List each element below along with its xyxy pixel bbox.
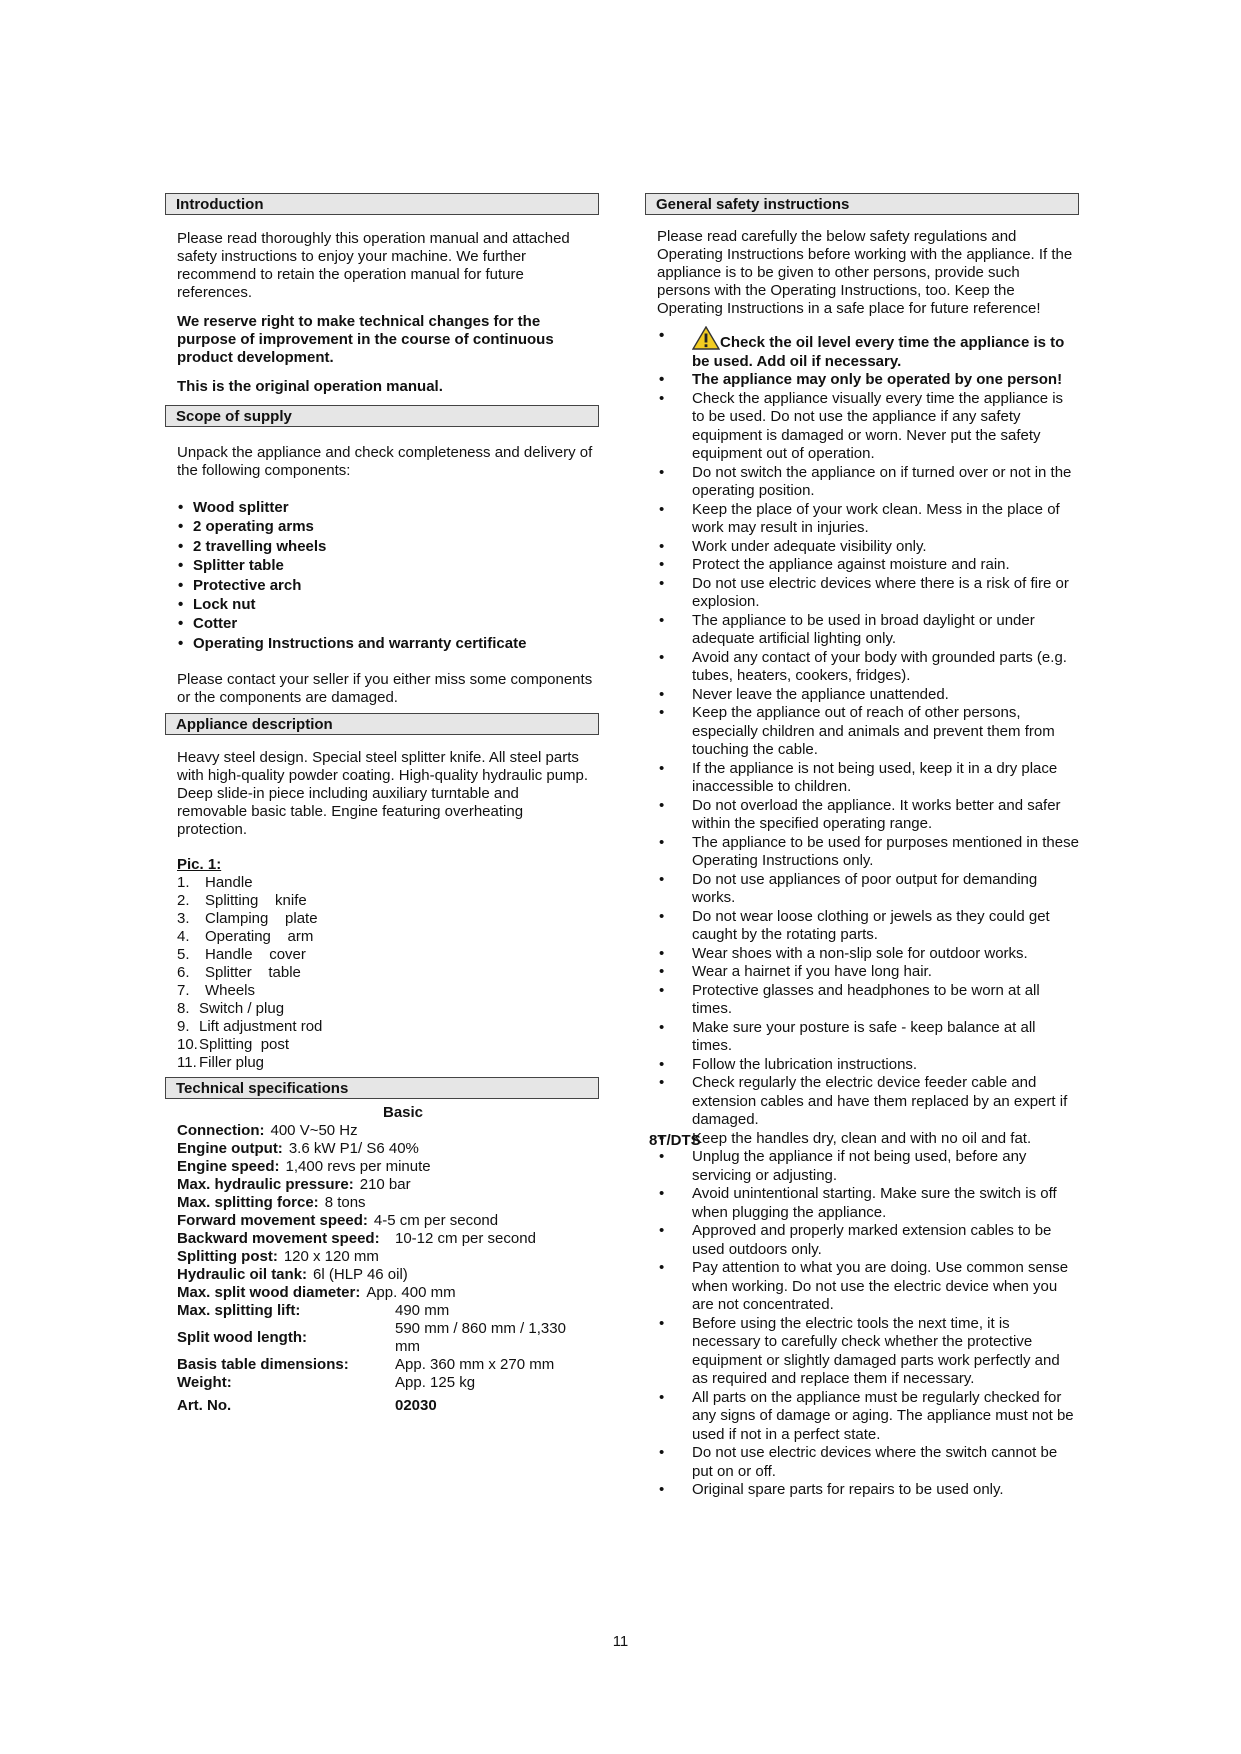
safety-item-text: The appliance may only be operated by one person! — [692, 371, 1063, 388]
safety-item: • Do not use electric devices where the switch cannot be put on or off. — [657, 1444, 1079, 1481]
pic-part-number: 3. — [177, 910, 190, 928]
pic-part-label: Operating arm — [205, 928, 314, 946]
spec-value: 3.6 kW P1/ S6 40% — [288, 1140, 419, 1158]
pic-part-label: Filler plug — [199, 1054, 265, 1072]
spec-row — [177, 1140, 599, 1158]
component-item: • Splitter table — [177, 556, 599, 575]
safety-item-oil — [657, 326, 1079, 371]
pic-part-item — [177, 892, 599, 910]
spec-key: Backward movement speed: — [177, 1230, 380, 1248]
pic-part-label: Wheels — [205, 982, 256, 1000]
pic-part-item — [177, 946, 599, 964]
safety-item: • Keep the place of your work clean. Mess in the place of work may result in injuries. — [657, 501, 1079, 538]
safety-item-text: Check the oil level every time the appliance is to be used. Add oil if necessary. — [692, 334, 1065, 370]
safety-item: • Check regularly the electric device feeder cable and extension cables and have them replaced by an expert if damaged. — [657, 1074, 1079, 1130]
pic-part-number: 11. — [177, 1054, 197, 1072]
pic-part-label: Clamping plate — [205, 910, 318, 928]
safety-item: • Protect the appliance against moisture and rain. — [657, 556, 1079, 575]
spec-value: 10-12 cm per second — [395, 1230, 536, 1248]
pic-part-label: Splitting knife — [205, 892, 307, 910]
spec-key: Basis table dimensions: — [177, 1356, 349, 1374]
spec-key: Max. split wood diameter: — [177, 1284, 361, 1302]
safety-item: • Avoid unintentional starting. Make sure the switch is off when plugging the appliance. — [657, 1185, 1079, 1222]
spec-value: App. 400 mm — [366, 1284, 456, 1302]
safety-item: • The appliance to be used in broad daylight or under adequate artificial lighting only. — [657, 612, 1079, 649]
safety-item: • Work under adequate visibility only. — [657, 538, 1079, 557]
pic-part-label: Lift adjustment rod — [199, 1018, 323, 1036]
spec-value: 400 V~50 Hz — [270, 1122, 358, 1140]
safety-item: • If the appliance is not being used, keep it in a dry place inaccessible to children. — [657, 760, 1079, 797]
scope-outro: Please contact your seller if you either miss some components or the components are damaged. — [177, 671, 593, 707]
pic-part-label: Handle cover — [205, 946, 306, 964]
safety-item: • Check the appliance visually every time the appliance is to be used. Do not use the appliance if any safety equipment is damaged or worn. Never put the safety equipment out of operation. — [657, 390, 1079, 464]
scope-intro: Unpack the appliance and check completeness and delivery of the following components: — [177, 444, 593, 479]
art-number: 02030 — [395, 1397, 437, 1415]
spec-row-art — [177, 1397, 599, 1415]
spec-row — [177, 1284, 599, 1302]
spec-value: App. 360 mm x 270 mm — [395, 1356, 555, 1374]
safety-item: • Do not use appliances of poor output for demanding works. — [657, 871, 1079, 908]
spec-row — [177, 1194, 599, 1212]
component-item: • Wood splitter — [177, 498, 599, 517]
safety-item: • The appliance to be used for purposes mentioned in these Operating Instructions only. — [657, 834, 1079, 871]
pic-part-item — [177, 982, 599, 1000]
pic-part-number: 1. — [177, 874, 190, 892]
safety-item: • Before using the electric tools the next time, it is necessary to carefully check whether the protective equipment or slightly damaged parts work perfectly and as required and replace them if necessary. — [657, 1315, 1079, 1389]
pic-part-number: 2. — [177, 892, 190, 910]
spec-row — [177, 1176, 599, 1194]
spec-key: Max. splitting lift: — [177, 1302, 301, 1320]
safety-item: • Protective glasses and headphones to be worn at all times. — [657, 982, 1079, 1019]
spec-key: Engine output: — [177, 1140, 283, 1158]
spec-key: Max. splitting force: — [177, 1194, 319, 1212]
spec-key: Connection: — [177, 1122, 265, 1140]
safety-item: • Keep the appliance out of reach of other persons, especially children and animals and prevent them from touching the cable. — [657, 704, 1079, 760]
pic-part-item — [177, 1000, 599, 1018]
safety-item: • Make sure your posture is safe - keep balance at all times. — [657, 1019, 1079, 1056]
safety-item: • Never leave the appliance unattended. — [657, 686, 1079, 705]
safety-item: • Approved and properly marked extension cables to be used outdoors only. — [657, 1222, 1079, 1259]
spec-row-lift — [177, 1302, 599, 1320]
specs-column-header: Basic — [383, 1104, 424, 1122]
spec-value: 210 bar — [359, 1176, 411, 1194]
pic-part-item — [177, 964, 599, 982]
pic-part-item — [177, 1036, 599, 1054]
safety-item: • Unplug the appliance if not being used, before any servicing or adjusting. — [657, 1148, 1079, 1185]
safety-item: • All parts on the appliance must be regularly checked for any signs of damage or aging. The appliance must not be used if not in a perfect state. — [657, 1389, 1079, 1445]
safety-item: • Do not switch the appliance on if turned over or not in the operating position. — [657, 464, 1079, 501]
spec-value: 6l (HLP 46 oil) — [313, 1266, 408, 1284]
spec-key: Weight: — [177, 1374, 232, 1392]
pic-part-number: 8. — [177, 1000, 190, 1018]
pic-part-item — [177, 1054, 599, 1072]
original-manual-notice: This is the original operation manual. — [177, 378, 443, 395]
model-mark: 8T/DTS — [649, 1132, 701, 1149]
pic-part-number: 5. — [177, 946, 190, 964]
pic-part-label: Splitter table — [205, 964, 301, 982]
introduction-heading: Introduction — [165, 193, 599, 215]
pic-part-item — [177, 874, 599, 892]
spec-value: 1,400 revs per minute — [285, 1158, 431, 1176]
spec-value: 490 mm — [395, 1302, 450, 1320]
safety-intro: Please read carefully the below safety regulations and Operating Instructions before working with the appliance. If the appliance is to be given to other persons, provide such persons with the Operating Instructions, too. Keep the Operating Instructions in a safe place for future reference! — [657, 228, 1073, 317]
spec-value: App. 125 kg — [395, 1374, 476, 1392]
spec-row — [177, 1248, 599, 1266]
safety-heading: General safety instructions — [645, 193, 1079, 215]
safety-item: • Avoid any contact of your body with grounded parts (e.g. tubes, heaters, cookers, fridges). — [657, 649, 1079, 686]
description-heading: Appliance description — [165, 713, 599, 735]
pic-part-label: Handle — [205, 874, 253, 892]
spec-value: 590 mm / 860 mm / 1,330 mm — [395, 1320, 566, 1356]
component-item: • 2 travelling wheels — [177, 537, 599, 556]
scope-heading: Scope of supply — [165, 405, 599, 427]
specs-rows-2 — [177, 1248, 599, 1302]
pic-part-label: Splitting post — [199, 1036, 290, 1054]
spec-row-table — [177, 1356, 599, 1374]
introduction-para: Please read thoroughly this operation manual and attached safety instructions to enjoy your machine. We further recommend to retain the operation manual for future references. — [177, 230, 570, 301]
spec-key: Art. No. — [177, 1397, 232, 1415]
component-item: • Cotter — [177, 614, 599, 633]
spec-key: Forward movement speed: — [177, 1212, 368, 1230]
spec-key: Max. hydraulic pressure: — [177, 1176, 354, 1194]
spec-row — [177, 1266, 599, 1284]
spec-row — [177, 1122, 599, 1140]
safety-item: • Original spare parts for repairs to be used only. — [657, 1481, 1079, 1500]
component-item: • Lock nut — [177, 595, 599, 614]
spec-row-backward — [177, 1230, 599, 1248]
safety-item-one-person — [657, 371, 1079, 390]
specs-rows — [177, 1122, 599, 1230]
spec-value: 120 x 120 mm — [283, 1248, 379, 1266]
spec-value: 8 tons — [324, 1194, 366, 1212]
spec-key: Splitting post: — [177, 1248, 278, 1266]
component-item: • 2 operating arms — [177, 517, 599, 536]
technical-changes-notice: We reserve right to make technical changes for the purpose of improvement in the course of continuous product development. — [177, 313, 554, 366]
specs-block — [165, 1104, 599, 1415]
safety-item: • Keep the handles dry, clean and with no oil and fat. — [657, 1130, 1079, 1149]
pic-parts-list — [165, 874, 599, 1072]
warning-icon — [692, 326, 720, 350]
spec-key: Hydraulic oil tank: — [177, 1266, 308, 1284]
pic-part-number: 9. — [177, 1018, 190, 1036]
pic-part-number: 7. — [177, 982, 190, 1000]
pic-part-number: 4. — [177, 928, 190, 946]
safety-item: • Do not overload the appliance. It works better and safer within the specified operating range. — [657, 797, 1079, 834]
safety-item: • Follow the lubrication instructions. — [657, 1056, 1079, 1075]
component-list — [165, 498, 599, 653]
pic-part-item — [177, 928, 599, 946]
safety-item: • Do not use electric devices where there is a risk of fire or explosion. — [657, 575, 1079, 612]
safety-item: • Do not wear loose clothing or jewels as they could get caught by the rotating parts. — [657, 908, 1079, 945]
pic-part-number: 6. — [177, 964, 190, 982]
pic-part-label: Switch / plug — [199, 1000, 285, 1018]
description-text: Heavy steel design. Special steel splitter knife. All steel parts with high-quality powder coating. High-quality hydraulic pump. Deep slide-in piece including auxiliary turntable and removable basic table. Engine featuring overheating protection. — [177, 749, 589, 839]
introduction-body — [165, 230, 599, 396]
safety-item: • Wear a hairnet if you have long hair. — [657, 963, 1079, 982]
spec-row — [177, 1158, 599, 1176]
safety-item: • Pay attention to what you are doing. Use common sense when working. Do not use the electric device when you are not concentrated. — [657, 1259, 1079, 1315]
component-item: • Operating Instructions and warranty certificate — [177, 634, 599, 653]
pic-part-number: 10. — [177, 1036, 198, 1054]
spec-key: Split wood length: — [177, 1329, 307, 1347]
safety-item: • Wear shoes with a non-slip sole for outdoor works. — [657, 945, 1079, 964]
right-column — [645, 193, 1079, 1500]
spec-row — [177, 1212, 599, 1230]
spec-row-length — [177, 1320, 599, 1356]
spec-key: Engine speed: — [177, 1158, 280, 1176]
pic-label: Pic. 1: — [177, 856, 222, 874]
safety-list — [645, 326, 1079, 1500]
spec-row-weight — [177, 1374, 599, 1392]
component-item: • Protective arch — [177, 576, 599, 595]
pic-part-item — [177, 1018, 599, 1036]
spec-value: 4-5 cm per second — [373, 1212, 499, 1230]
specs-heading: Technical specifications — [165, 1077, 599, 1099]
page-number: 11 — [612, 1633, 629, 1650]
pic-part-item — [177, 910, 599, 928]
left-column — [165, 193, 599, 1415]
